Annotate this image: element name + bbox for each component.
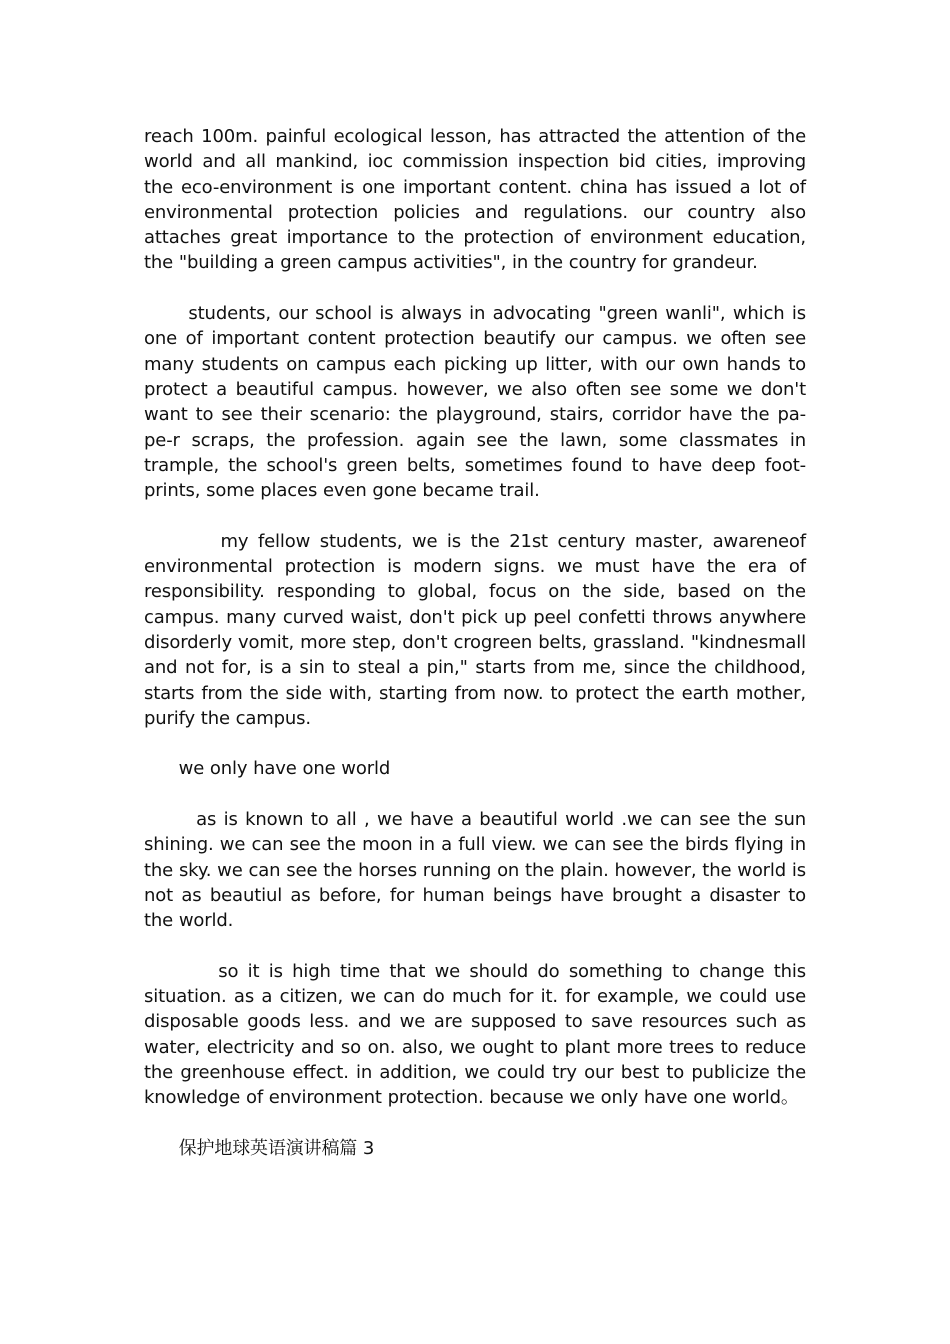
- paragraph-5: so it is high time that we should do something to change this situation. as a citizen, we can do much for it. for example, we could use disposable goods less. and we are supposed to save resources such as water, electricity and so on. also, we ought to plant more trees to reduce the greenhouse effect. in addition, we could try our best to publicize the knowledge of environment protection. because we only have one world。: [144, 960, 812, 1109]
- paragraph-1: reach 100m. painful ecological lesson, has attracted the attention of the world and all mankind, ioc commission inspection bid cities, improving the eco-environment is one important content. china has issued a lot of environmental protection policies and regulations. our country also attaches great importance to the protection of environment education, the "building a green campus activities", in the country for grandeur.: [144, 126, 806, 274]
- paragraph-3: my fellow students, we is the 21st century master, awareneof environmental protection is modern signs. we must have the era of responsibility. responding to global, focus on the side, based on the campus. many curved waist, don't pick up peel confetti throws anywhere disorderly vomit, more step, don't crogreen belts, grassland. "kindnesmall and not for, is a sin to steal a pin," starts from me, since the childhood, starts from the side with, starting from now. to protect the earth mother, purify the campus.: [144, 530, 812, 729]
- paragraph-2: students, our school is always in advocating "green wanli", which is one of important content protection beautify our campus. we often see many students on campus each picking up litter, with our own hands to protect a beautiful campus. however, we also often see some we don't want to see their scenario: the playground, stairs, corridor have the pa-pe-r scraps, the profession. again see the lawn, some classmates in trample, the school's green belts, sometimes found to have deep foot-prints, some places even gone became trail.: [144, 303, 812, 502]
- section-heading-speech-3: 保护地球英语演讲稿篇 3: [144, 1137, 375, 1159]
- document-body: [144, 124, 812, 1186]
- section-heading-one-world: we only have one world: [144, 758, 391, 780]
- paragraph-4: as is known to all , we have a beautiful world .we can see the sun shining. we can see the moon in a full view. we can see the birds flying in the sky. we can see the horses running on the plain. however, the world is not as beautiul as before, for human beings have brought a disaster to the world.: [144, 809, 812, 932]
